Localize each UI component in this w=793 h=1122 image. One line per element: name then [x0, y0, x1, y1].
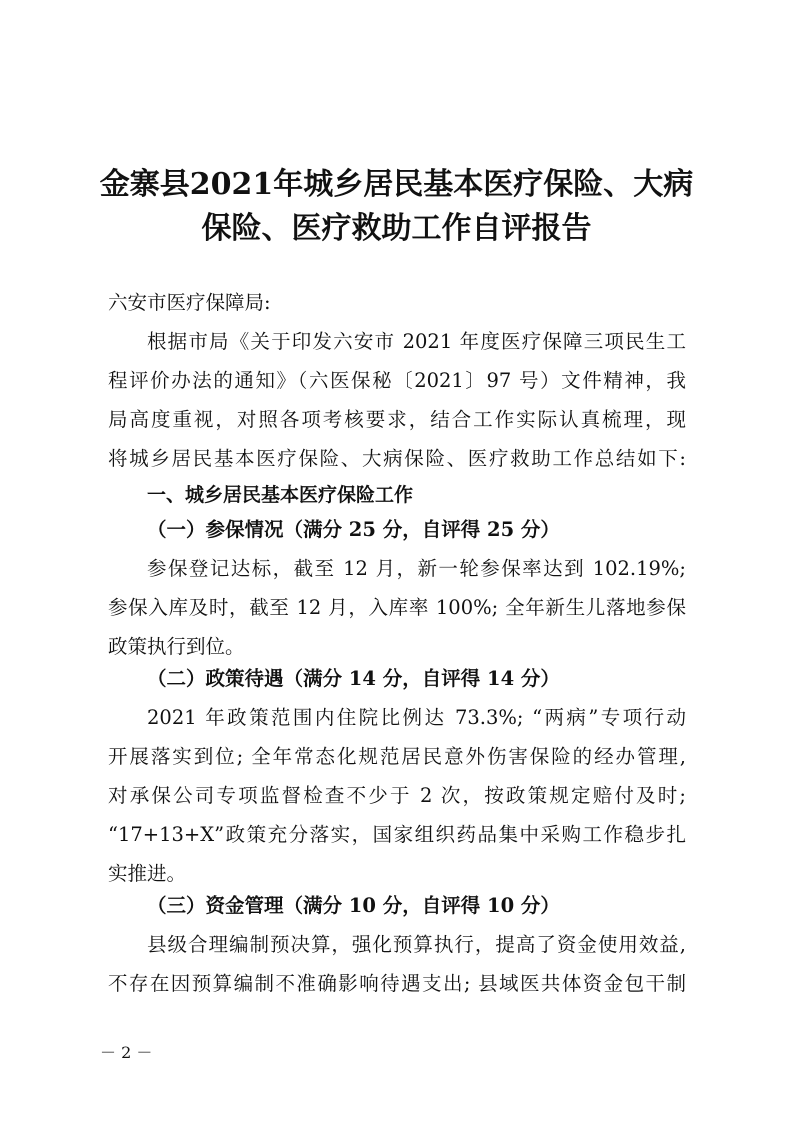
title-line-2: 保险、医疗救助工作自评报告 [201, 211, 592, 246]
intro-line: 程评价办法的通知》（六医保秘〔2021〕97 号）文件精神，我 [108, 369, 686, 392]
body-line: 参保登记达标，截至 12 月，新一轮参保率达到 102.19%; [147, 557, 686, 580]
document-title [90, 163, 703, 251]
body-line: 县级合理编制预决算，强化预算执行，提高了资金使用效益, [147, 933, 686, 956]
body-line: 对承保公司专项监督检查不少于 2 次，按政策规定赔付及时; [108, 784, 686, 807]
subsection-heading: （一）参保情况（满分 25 分，自评得 25 分） [147, 518, 560, 541]
title-line-1: 金寨县2021年城乡居民基本医疗保险、大病 [99, 167, 694, 202]
body-line: 实推进。 [108, 862, 187, 885]
page-number: － 2 － [100, 1043, 153, 1062]
body-line: 开展落实到位; 全年常态化规范居民意外伤害保险的经办管理, [108, 745, 686, 768]
body-line: “17+13+X”政策充分落实，国家组织药品集中采购工作稳步扎 [108, 823, 686, 846]
intro-line: 根据市局《关于印发六安市 2021 年度医疗保障三项民生工 [147, 330, 686, 353]
body-line: 不存在因预算编制不准确影响待遇支出; 县域医共体资金包干制 [108, 972, 686, 995]
body-line: 政策执行到位。 [108, 635, 245, 658]
recipient: 六安市医疗保障局: [108, 291, 271, 314]
body-line: 参保入库及时，截至 12 月，入库率 100%; 全年新生儿落地参保 [108, 596, 686, 619]
subsection-heading: （二）政策待遇（满分 14 分，自评得 14 分） [147, 667, 560, 690]
subsection-heading: （三）资金管理（满分 10 分，自评得 10 分） [147, 894, 560, 917]
intro-line: 局高度重视，对照各项考核要求，结合工作实际认真梳理，现 [108, 408, 686, 431]
body-line: 2021 年政策范围内住院比例达 73.3%; “两病”专项行动 [147, 706, 686, 729]
section-heading: 一、城乡居民基本医疗保险工作 [147, 484, 414, 506]
intro-line: 将城乡居民基本医疗保险、大病保险、医疗救助工作总结如下: [108, 447, 686, 470]
